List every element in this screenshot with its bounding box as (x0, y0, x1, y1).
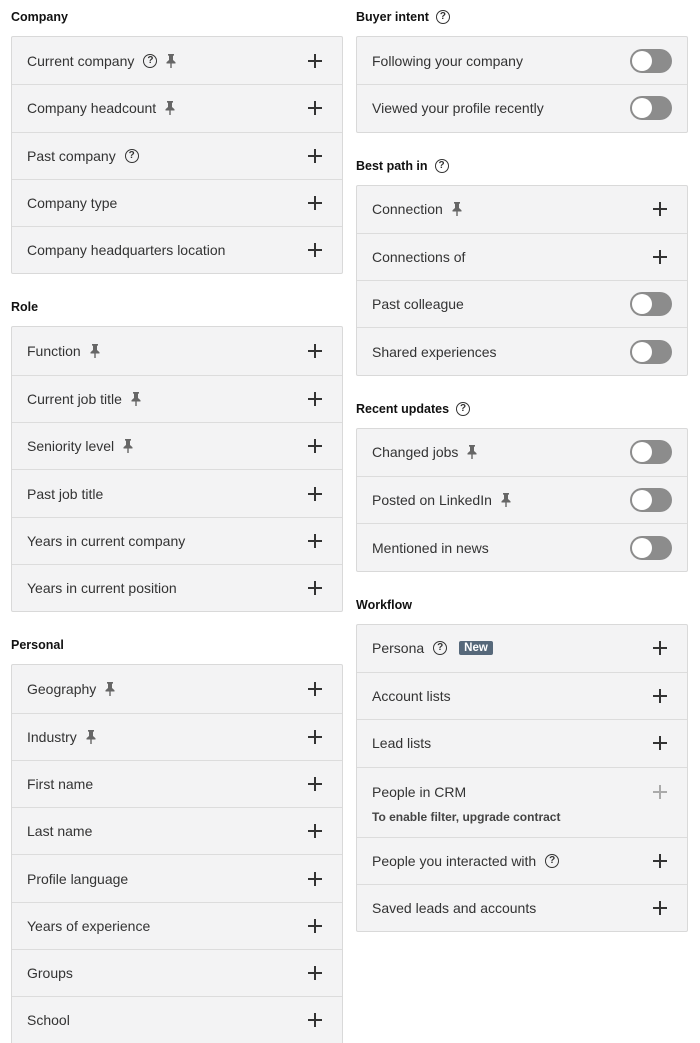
add-icon[interactable] (308, 149, 322, 163)
add-icon[interactable] (308, 243, 322, 257)
filter-past-company[interactable] (12, 132, 342, 179)
filter-label: Past job title (27, 485, 104, 502)
filter-label: Viewed your profile recently (372, 100, 544, 117)
filter-label: Connections of (372, 249, 466, 266)
filter-mentioned-in-news[interactable] (357, 523, 687, 570)
filter-label: School (27, 1012, 70, 1029)
toggle-switch[interactable] (630, 488, 672, 512)
filter-connections-of[interactable] (357, 233, 687, 280)
left-column (11, 0, 343, 1043)
add-icon[interactable] (308, 392, 322, 406)
pin-icon[interactable] (130, 392, 142, 406)
filter-label: Posted on LinkedIn (372, 492, 492, 509)
filter-line (372, 780, 672, 804)
filter-company-headcount[interactable] (12, 84, 342, 131)
filter-saved-leads-and-accounts[interactable] (357, 884, 687, 931)
toggle-switch[interactable] (630, 440, 672, 464)
filter-company-hq-location[interactable] (12, 226, 342, 273)
filter-profile-language[interactable] (12, 854, 342, 901)
add-icon[interactable] (653, 854, 667, 868)
add-icon[interactable] (653, 641, 667, 655)
filter-label: Years in current position (27, 580, 177, 597)
section-title-workflow: Workflow (356, 597, 413, 612)
section-title-company: Company (11, 10, 68, 24)
pin-icon[interactable] (85, 730, 97, 744)
role-filter-group (11, 326, 343, 612)
filter-label: Years in current company (27, 532, 186, 549)
add-icon[interactable] (308, 777, 322, 791)
pin-icon[interactable] (164, 101, 176, 115)
help-icon[interactable]: ? (143, 54, 157, 68)
filter-company-type[interactable] (12, 179, 342, 226)
help-icon[interactable]: ? (125, 149, 139, 163)
buyer-intent-filter-group (356, 36, 688, 133)
filter-label: Saved leads and accounts (372, 900, 537, 916)
add-icon[interactable] (308, 439, 322, 453)
pin-icon[interactable] (451, 202, 463, 216)
help-icon[interactable]: ? (435, 159, 449, 173)
filter-label: Seniority level (27, 438, 115, 455)
filter-persona[interactable] (357, 625, 687, 672)
filter-label: Persona (372, 640, 425, 657)
filter-lead-lists[interactable] (357, 719, 687, 766)
filter-label: Groups (27, 965, 73, 982)
filter-label: Lead lists (372, 735, 432, 752)
filter-following-your-company[interactable] (357, 37, 687, 84)
add-icon[interactable] (308, 966, 322, 980)
filter-past-colleague[interactable] (357, 280, 687, 327)
section-title-best-path-in: Best path in ? (356, 157, 688, 175)
add-icon[interactable] (653, 250, 667, 264)
filter-years-in-current-company[interactable] (12, 517, 342, 564)
add-icon[interactable] (308, 101, 322, 115)
pin-icon[interactable] (122, 439, 134, 453)
filter-people-in-crm (357, 767, 687, 837)
pin-icon[interactable] (500, 493, 512, 507)
filter-label: Changed jobs (372, 444, 459, 461)
filter-viewed-your-profile[interactable] (357, 84, 687, 131)
pin-icon[interactable] (89, 344, 101, 358)
add-icon[interactable] (308, 534, 322, 548)
add-icon[interactable] (653, 901, 667, 915)
right-column (356, 0, 688, 932)
add-icon[interactable] (653, 736, 667, 750)
filter-account-lists[interactable] (357, 672, 687, 719)
pin-icon[interactable] (104, 682, 116, 696)
new-badge: New (459, 641, 493, 655)
section-title-role: Role (11, 300, 39, 315)
add-icon[interactable] (308, 581, 322, 595)
filter-label: Current company (27, 52, 135, 69)
filter-label: Profile language (27, 870, 129, 887)
section-title-personal: Personal (11, 638, 64, 653)
pin-icon[interactable] (466, 445, 478, 459)
filter-label: Past company (27, 147, 116, 164)
filter-posted-on-linkedin[interactable] (357, 476, 687, 523)
section-title-recent-updates: Recent updates ? (356, 400, 688, 418)
help-icon[interactable]: ? (456, 402, 470, 416)
toggle-switch[interactable] (630, 340, 672, 364)
company-filter-group (11, 36, 343, 274)
add-icon[interactable] (308, 487, 322, 501)
filter-current-job-title[interactable] (12, 375, 342, 422)
add-icon[interactable] (308, 196, 322, 210)
help-icon[interactable]: ? (436, 10, 450, 24)
filter-label: Company headcount (27, 100, 157, 117)
best-path-filter-group (356, 185, 688, 376)
filter-years-of-experience[interactable] (12, 902, 342, 949)
filter-current-company[interactable] (12, 37, 342, 84)
filter-function[interactable] (12, 327, 342, 374)
filter-label: Industry (27, 728, 77, 745)
help-icon[interactable]: ? (433, 641, 447, 655)
filter-label: Last name (27, 823, 93, 840)
filter-label: Geography (27, 680, 97, 697)
filter-years-in-current-position[interactable] (12, 564, 342, 611)
filter-label: Function (27, 343, 81, 360)
toggle-switch[interactable] (630, 96, 672, 120)
add-icon[interactable] (653, 202, 667, 216)
filter-label: Past colleague (372, 296, 464, 313)
filter-label: Account lists (372, 688, 451, 705)
filter-geography[interactable] (12, 665, 342, 712)
add-icon[interactable] (308, 682, 322, 696)
filter-seniority-level[interactable] (12, 422, 342, 469)
filter-label: Company headquarters location (27, 242, 226, 259)
filter-label: Company type (27, 195, 118, 212)
add-icon[interactable] (308, 344, 322, 358)
filter-changed-jobs[interactable] (357, 429, 687, 476)
workflow-filter-group (356, 624, 688, 932)
filter-label: Shared experiences (372, 343, 497, 360)
toggle-switch[interactable] (630, 292, 672, 316)
filter-industry[interactable] (12, 713, 342, 760)
filter-label: People in CRM (372, 784, 467, 801)
add-icon-disabled (653, 785, 667, 799)
toggle-switch[interactable] (630, 49, 672, 73)
personal-filter-group (11, 664, 343, 1043)
help-icon[interactable]: ? (545, 854, 559, 868)
add-icon[interactable] (308, 824, 322, 838)
filter-groups[interactable] (12, 949, 342, 996)
toggle-switch[interactable] (630, 536, 672, 560)
filter-people-you-interacted-with[interactable] (357, 837, 687, 884)
filter-label: Connection (372, 201, 443, 218)
filter-last-name[interactable] (12, 807, 342, 854)
filter-label: Years of experience (27, 917, 151, 934)
filter-first-name[interactable] (12, 760, 342, 807)
filter-label: People you interacted with (372, 852, 537, 869)
pin-icon[interactable] (165, 54, 177, 68)
add-icon[interactable] (308, 919, 322, 933)
filter-label: Current job title (27, 390, 122, 407)
section-title-buyer-intent: Buyer intent ? (356, 8, 688, 26)
upgrade-note: To enable filter, upgrade contract (372, 810, 561, 825)
add-icon[interactable] (653, 689, 667, 703)
add-icon[interactable] (308, 730, 322, 744)
filter-connection[interactable] (357, 186, 687, 233)
filter-school[interactable] (12, 996, 342, 1043)
filter-label: First name (27, 776, 94, 792)
add-icon[interactable] (308, 1013, 322, 1027)
recent-updates-filter-group (356, 428, 688, 572)
filter-label: Mentioned in news (372, 539, 489, 556)
add-icon[interactable] (308, 54, 322, 68)
filter-past-job-title[interactable] (12, 469, 342, 516)
filter-shared-experiences[interactable] (357, 327, 687, 374)
filter-label: Following your company (372, 52, 523, 69)
add-icon[interactable] (308, 872, 322, 886)
